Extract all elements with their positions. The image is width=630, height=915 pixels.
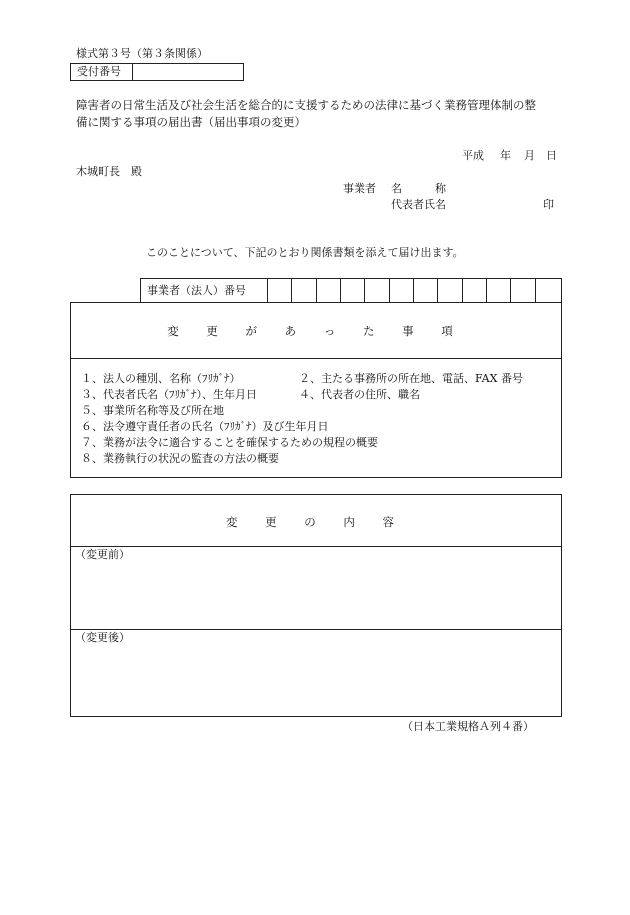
corporate-number-label: 事業者（法人）番号 — [147, 284, 246, 297]
receipt-number-field[interactable] — [133, 63, 244, 81]
date-month: 月 — [524, 149, 535, 162]
changed-item-1: １、法人の種別、名称（ﾌﾘｶﾞﾅ） — [81, 372, 241, 385]
change-content-heading: 変 更 の 内 容 — [225, 515, 407, 529]
changed-item-5: ５、事業所名称等及び所在地 — [81, 404, 224, 417]
corporate-number-row — [140, 278, 562, 303]
changed-item-4: ４、代表者の住所、職名 — [299, 388, 420, 401]
applicant-label: 事業者 — [343, 182, 376, 195]
applicant-name-label: 名 称 — [391, 182, 446, 195]
before-change-label: （変更前） — [75, 548, 130, 561]
date-year: 年 — [500, 149, 511, 162]
changed-item-2: ２、主たる事務所の所在地、電話、FAX 番号 — [299, 372, 523, 385]
form-number: 様式第３号（第３条関係） — [76, 47, 208, 60]
before-change-field[interactable] — [71, 547, 561, 629]
change-content-table — [70, 494, 562, 717]
after-change-label: （変更後） — [75, 631, 130, 644]
after-change-field[interactable] — [71, 630, 561, 716]
date-day: 日 — [546, 149, 557, 162]
changed-item-6: ６、法令遵守責任者の氏名（ﾌﾘｶﾞﾅ）及び生年月日 — [81, 420, 329, 433]
document-title-line2: 備に関する事項の届出書（届出事項の変更） — [76, 115, 306, 129]
paper-size-note: （日本工業規格Ａ列４番） — [402, 720, 534, 733]
changed-items-table — [70, 302, 562, 478]
changed-items-list — [81, 371, 523, 467]
seal-mark: 印 — [543, 198, 554, 211]
date-era: 平成 — [462, 149, 484, 162]
changed-item-7: ７、業務が法令に適合することを確保するための規程の概要 — [81, 436, 378, 449]
representative-label: 代表者氏名 — [391, 198, 446, 211]
receipt-number-label: 受付番号 — [77, 65, 121, 78]
changed-item-8: ８、業務執行の状況の監査の方法の概要 — [81, 452, 279, 465]
intro-text: このことについて、下記のとおり関係書類を添えて届け出ます。 — [146, 246, 464, 259]
addressee: 木城町長 殿 — [76, 165, 142, 178]
document-title-line1: 障害者の日常生活及び社会生活を総合的に支援するための法律に基づく業務管理体制の整 — [76, 98, 536, 112]
changed-item-3: ３、代表者氏名（ﾌﾘｶﾞﾅ）、生年月日 — [81, 388, 257, 401]
changed-items-heading: 変 更 が あ っ た 事 項 — [167, 324, 465, 338]
